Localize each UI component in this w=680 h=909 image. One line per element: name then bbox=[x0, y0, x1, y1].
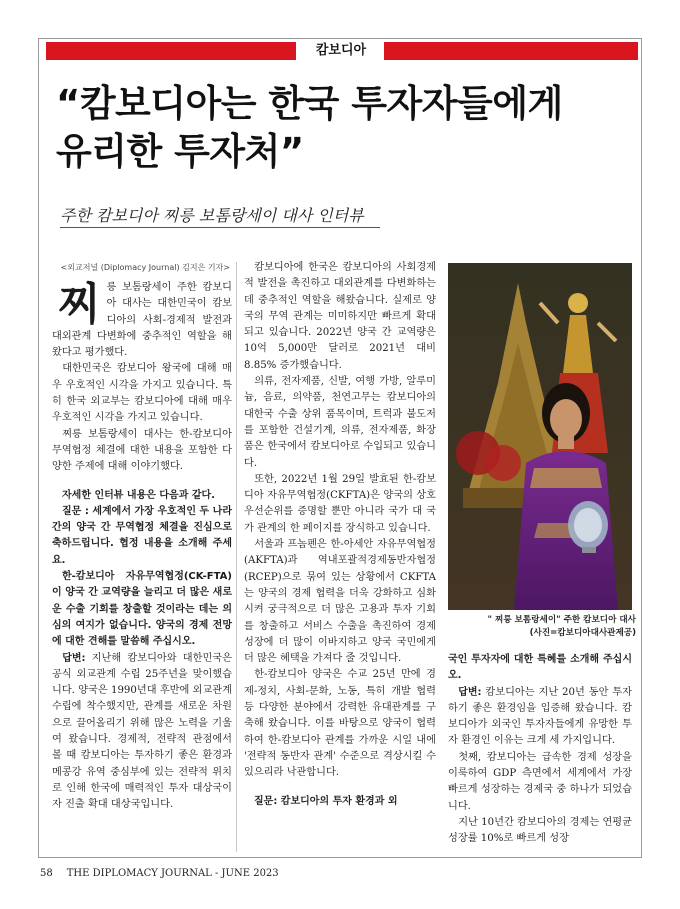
headline-line-1: “캄보디아는 한국 투자자들에게 bbox=[56, 82, 563, 125]
interview-intro: 자세한 인터뷰 내용은 다음과 같다. bbox=[62, 489, 215, 501]
section-tag: 캄보디아 bbox=[315, 43, 367, 58]
paragraph: 찌릉 보톰랑세이 대사는 한-캄보디아 무역협정 체결에 대한 내용을 포함한 다양한 주제에 대해 이야기했다. bbox=[52, 428, 232, 473]
answer-text: 캄보디아는 지난 20년 동안 투자하기 좋은 환경임을 입증해 왔습니다. 캄보디아가 외국인 투자자들에게 유망한 투자 환경인 이유는 크게 세 가지입니다. bbox=[448, 686, 632, 747]
paragraph: 의류, 전자제품, 신발, 여행 가방, 알루미늄, 음료, 의약품, 천연고무는 캄보디아의 대한국 수출 상위 품목이며, 트럭과 불도저를 포함한 건설기계, 의류, 전자제품, 화장품은 한국에서 캄보디아로 수입되고 있습니다. bbox=[244, 376, 436, 469]
paragraph: 한-캄보디아 양국은 수교 25년 만에 경제-정치, 사회-문화, 노동, 특히 개발 협력 등 다양한 분야에서 강력한 유대관계를 구축해 왔습니다. 이를 바탕으로 양국이 협력하여 한-캄보디아 관계를 가까운 시일 내에 '전략적 동반자 관계' 수준으로 격상시킬 수 있으리라 낙관합니다. bbox=[244, 669, 436, 779]
photo-caption bbox=[448, 614, 636, 639]
photo-illustration bbox=[448, 263, 632, 610]
answer-label: 답변: bbox=[62, 652, 86, 664]
answer-1 bbox=[52, 651, 232, 814]
answer-label: 답변: bbox=[458, 686, 482, 698]
subtitle-underline bbox=[60, 227, 380, 228]
column-divider bbox=[236, 262, 237, 852]
article-column-3 bbox=[448, 652, 632, 848]
header-red-bar-left bbox=[46, 42, 296, 60]
paragraph: 캄보디아에 한국은 캄보디아의 사회경제적 발전을 촉진하고 대외관계를 다변화하는 데 중추적인 역할을 해왔습니다. 실제로 양국의 무역 관계는 미미하지만 빠르게 확대되고 있습니다. 2022년 양국 간 교역량은 10억 5,000만 달러로 2021년 대비 8.85% 증가했습니다. bbox=[244, 262, 436, 371]
answer-text: 지난해 캄보디아와 대한민국은 공식 외교관계 수립 25주년을 맞이했습니다. 양국은 1990년대 후반에 외교관계 수립에 착수했지만, 관계를 새로운 차원으로 끌어올리기 위해 많은 노력을 기울여 왔습니다. 경제적, 전략적 관점에서 볼 때 캄보디아는 투자하기 좋은 환경과 메콩강 유역 중심부에 있는 전략적 위치로 인해 한국에 매력적인 투자 대상국이자 진출 확대 대상국입니다. bbox=[52, 652, 232, 811]
paragraph: 서울과 프놈펜은 한-아세안 자유무역협정(AKFTA)과 역내포괄적경제동반자협정(RCEP)으로 묶여 있는 상황에서 CKFTA는 양국의 경제 협력을 더욱 강화하고 심화시켜 궁극적으로 더 많은 고용과 투자 기회를 창출하고 서비스 수출을 촉진하여 경제 성장에 더 많이 이바지하고 양국 국민에게 더 많은 혜택을 가져다 줄 것입니다. bbox=[244, 539, 436, 665]
page-footer bbox=[40, 868, 279, 879]
lead-text: 릉 보톰랑세이 주한 캄보디아 대사는 대한민국이 캄보디아의 사회-경제적 발전과 대외관계 다변화에 중추적인 역할을 해왔다고 평가했다. bbox=[52, 282, 232, 359]
question-2: 한-캄보디아 자유무역협정(CK-FTA)이 양국 간 교역량을 늘리고 더 많은 새로운 수출 기회를 창출할 것이라는 데는 의심의 여지가 없습니다. 양국의 경제 전망에 대한 견해를 말씀해 주십시오. bbox=[52, 571, 232, 648]
article-column-1 bbox=[52, 280, 232, 814]
subtitle: 주한 캄보디아 찌릉 보톰랑세이 대사 인터뷰 bbox=[60, 206, 364, 225]
paragraph: 또한, 2022년 1월 29일 발효된 한-캄보디아 자유무역협정(CKFTA)은 양국의 상호 우선순위를 증명할 뿐만 아니라 국가 대 국가 관계의 한 페이지를 장식하고 있습니다. bbox=[244, 473, 436, 534]
headline bbox=[56, 80, 636, 176]
caption-line-1: " 찌릉 보톰랑세이" 주한 캄보디아 대사 bbox=[487, 615, 636, 625]
drop-cap: 찌 bbox=[58, 279, 101, 330]
paragraph: 첫째, 캄보디아는 급속한 경제 성장을 이룩하여 GDP 측면에서 세계에서 가장 빠르게 성장하는 경제국 중 하나가 되었습니다. bbox=[448, 751, 632, 812]
question-1: 질문 : 세계에서 가장 우호적인 두 나라 간의 양국 간 무역협정 체결을 진심으로 축하드립니다. 협정 내용을 소개해 주세요. bbox=[52, 505, 232, 566]
page-number: 58 bbox=[40, 868, 53, 879]
caption-line-2: (사진=캄보디아대사관제공) bbox=[529, 627, 636, 638]
paragraph: 지난 10년간 캄보디아의 경제는 연평균 성장률 10%로 빠르게 성장 bbox=[448, 816, 632, 845]
question-3-continued: 국인 투자자에 대한 특혜를 소개해 주십시오. bbox=[448, 654, 632, 682]
ambassador-photo bbox=[448, 263, 632, 610]
headline-line-2: 유리한 투자처” bbox=[56, 130, 304, 173]
answer-2 bbox=[448, 685, 632, 750]
header-red-bar-right bbox=[384, 42, 638, 60]
byline: <외교저널 (Diplomacy Journal) 김지은 기자> bbox=[60, 263, 230, 272]
publication-name: THE DIPLOMACY JOURNAL - JUNE 2023 bbox=[66, 868, 279, 879]
question-3: 질문: 캄보디아의 투자 환경과 외 bbox=[254, 795, 398, 807]
paragraph: 대한민국은 캄보디아 왕국에 대해 매우 우호적인 시각을 가지고 있습니다. 특히 한국 외교부는 캄보디아에 대해 매우 우호적인 시각을 가지고 있습니다. bbox=[52, 363, 232, 424]
lead-paragraph bbox=[52, 280, 232, 361]
article-column-2 bbox=[244, 260, 436, 810]
